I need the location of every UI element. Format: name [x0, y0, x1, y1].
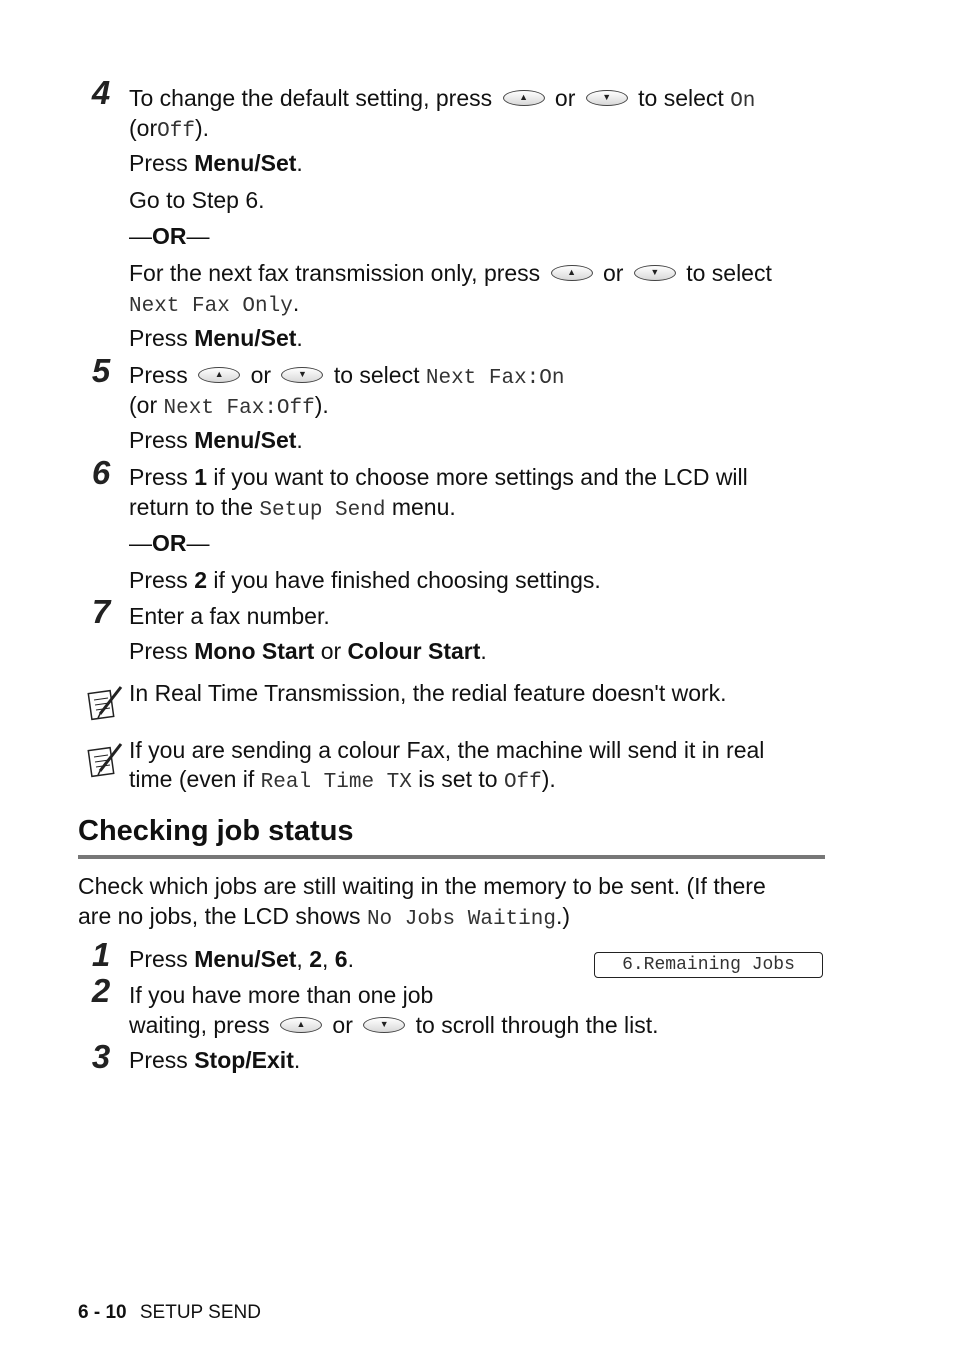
lcd-text-off: Off [503, 771, 542, 794]
check-step-2-line-1: If you have more than one job [129, 982, 434, 1008]
text: . [347, 946, 354, 972]
text: or [554, 85, 576, 111]
key-1: 1 [194, 464, 207, 490]
key-6: 6 [334, 946, 348, 972]
section-heading: Checking job status [78, 815, 354, 847]
text: Press [129, 638, 188, 664]
down-arrow-button-icon: ▼ [586, 90, 628, 106]
text: Press [129, 427, 188, 453]
text: — [186, 530, 210, 556]
step-4-fax-only-line-1 [129, 258, 772, 288]
step-4-fax-only-line-2 [129, 288, 299, 322]
step-5-line-2 [129, 390, 329, 424]
text: OR [152, 530, 187, 556]
text: time (even if [129, 766, 255, 792]
text: OR [152, 223, 187, 249]
check-step-1 [129, 944, 354, 974]
or-separator [129, 221, 210, 251]
step-number: 5 [91, 352, 111, 389]
down-arrow-button-icon: ▼ [281, 367, 323, 383]
down-arrow-button-icon: ▼ [363, 1017, 405, 1033]
step-number: 7 [91, 593, 111, 630]
step-6-line-1 [129, 462, 748, 492]
text: if you have finished choosing settings. [213, 567, 601, 593]
text: — [129, 530, 152, 556]
step-6-line-3 [129, 565, 601, 595]
text: return to the [129, 494, 254, 520]
lcd-text-no-jobs: No Jobs Waiting [366, 908, 556, 931]
lcd-text-on: On [730, 90, 756, 113]
step-7-line-1: Enter a fax number. [129, 603, 330, 629]
step-4-press-menu [129, 148, 303, 178]
text: . [292, 290, 300, 316]
step-4-line-2 [129, 113, 209, 147]
check-step-3 [129, 1045, 300, 1075]
up-arrow-button-icon: ▲ [503, 90, 545, 106]
lcd-text-next-fax-off: Next Fax:Off [163, 397, 315, 420]
key-menu-set: Menu/Set [194, 150, 297, 176]
note-1: In Real Time Transmission, the redial feature doesn't work. [129, 680, 727, 706]
text: — [129, 223, 152, 249]
text: .) [555, 903, 571, 929]
text: . [480, 638, 487, 664]
text: to scroll through the list. [415, 1012, 659, 1038]
down-arrow-button-icon: ▼ [634, 265, 676, 281]
lcd-text-setup-send: Setup Send [259, 499, 386, 522]
text: . [296, 150, 303, 176]
step-5-line-1 [129, 360, 564, 394]
up-arrow-button-icon: ▲ [198, 367, 240, 383]
page-number: 6 - 10 [78, 1302, 127, 1323]
step-4-line-1 [129, 83, 755, 117]
check-step-2-line-2 [129, 1010, 659, 1040]
text: , [296, 946, 303, 972]
text: Press [129, 150, 188, 176]
text: Press [129, 567, 188, 593]
up-arrow-button-icon: ▲ [280, 1017, 322, 1033]
step-5-press-menu [129, 425, 303, 455]
text: . [296, 325, 303, 351]
key-2: 2 [309, 946, 322, 972]
page-footer [78, 1300, 261, 1326]
text: , [322, 946, 329, 972]
intro-line-1: Check which jobs are still waiting in the memory to be sent. (If there [78, 873, 766, 899]
key-mono-start: Mono Start [194, 638, 315, 664]
text: (or [129, 115, 158, 141]
step-6-line-2 [129, 492, 456, 526]
key-colour-start: Colour Start [347, 638, 481, 664]
text: Press [129, 464, 188, 490]
text: Press [129, 325, 188, 351]
text: are no jobs, the LCD shows [78, 903, 361, 929]
step-number: 6 [91, 454, 111, 491]
step-7-line-2 [129, 636, 487, 666]
text: to select [638, 85, 724, 111]
lcd-text-off: Off [157, 120, 195, 143]
text: . [293, 1047, 301, 1073]
text: For the next fax transmission only, press [129, 260, 541, 286]
text: Press [129, 1047, 188, 1073]
step-number: 3 [91, 1038, 111, 1075]
note-pencil-icon [86, 684, 124, 722]
key-menu-set: Menu/Set [194, 325, 297, 351]
text: or [250, 362, 272, 388]
text: to select [333, 362, 420, 388]
step-number: 1 [91, 936, 111, 973]
text: ). [194, 115, 209, 141]
note-2-line-1: If you are sending a colour Fax, the machine will send it in real [129, 737, 765, 763]
step-4-press-menu-2 [129, 323, 303, 353]
step-4-goto: Go to Step 6. [129, 187, 265, 213]
note-2-line-2 [129, 764, 556, 798]
up-arrow-button-icon: ▲ [551, 265, 593, 281]
intro-line-2 [78, 901, 570, 935]
text: waiting, press [129, 1012, 270, 1038]
text: menu. [391, 494, 456, 520]
text: Press [129, 362, 188, 388]
text: (or [129, 392, 158, 418]
text: Press [129, 946, 188, 972]
heading-rule [78, 855, 825, 859]
step-number: 2 [91, 972, 111, 1009]
key-stop-exit: Stop/Exit [194, 1047, 294, 1073]
lcd-text-next-fax-only: Next Fax Only [129, 295, 293, 318]
footer-section: SETUP SEND [139, 1302, 261, 1323]
step-number: 4 [91, 74, 111, 111]
key-menu-set: Menu/Set [194, 946, 297, 972]
text: if you want to choose more settings and the LCD will [213, 464, 748, 490]
text: or [320, 638, 342, 664]
text: or [602, 260, 624, 286]
lcd-text-real-time-tx: Real Time TX [260, 771, 412, 794]
text: — [186, 223, 210, 249]
text: to select [686, 260, 772, 286]
text: . [296, 427, 303, 453]
lcd-display: 6.Remaining Jobs [594, 952, 823, 978]
or-separator [129, 528, 210, 558]
key-2: 2 [194, 567, 207, 593]
key-menu-set: Menu/Set [194, 427, 297, 453]
text: is set to [418, 766, 498, 792]
note-pencil-icon [86, 741, 124, 779]
text: ). [541, 766, 556, 792]
text: or [332, 1012, 353, 1038]
text: ). [314, 392, 329, 418]
lcd-text-next-fax-on: Next Fax:On [425, 367, 565, 390]
text: To change the default setting, press [129, 85, 493, 111]
